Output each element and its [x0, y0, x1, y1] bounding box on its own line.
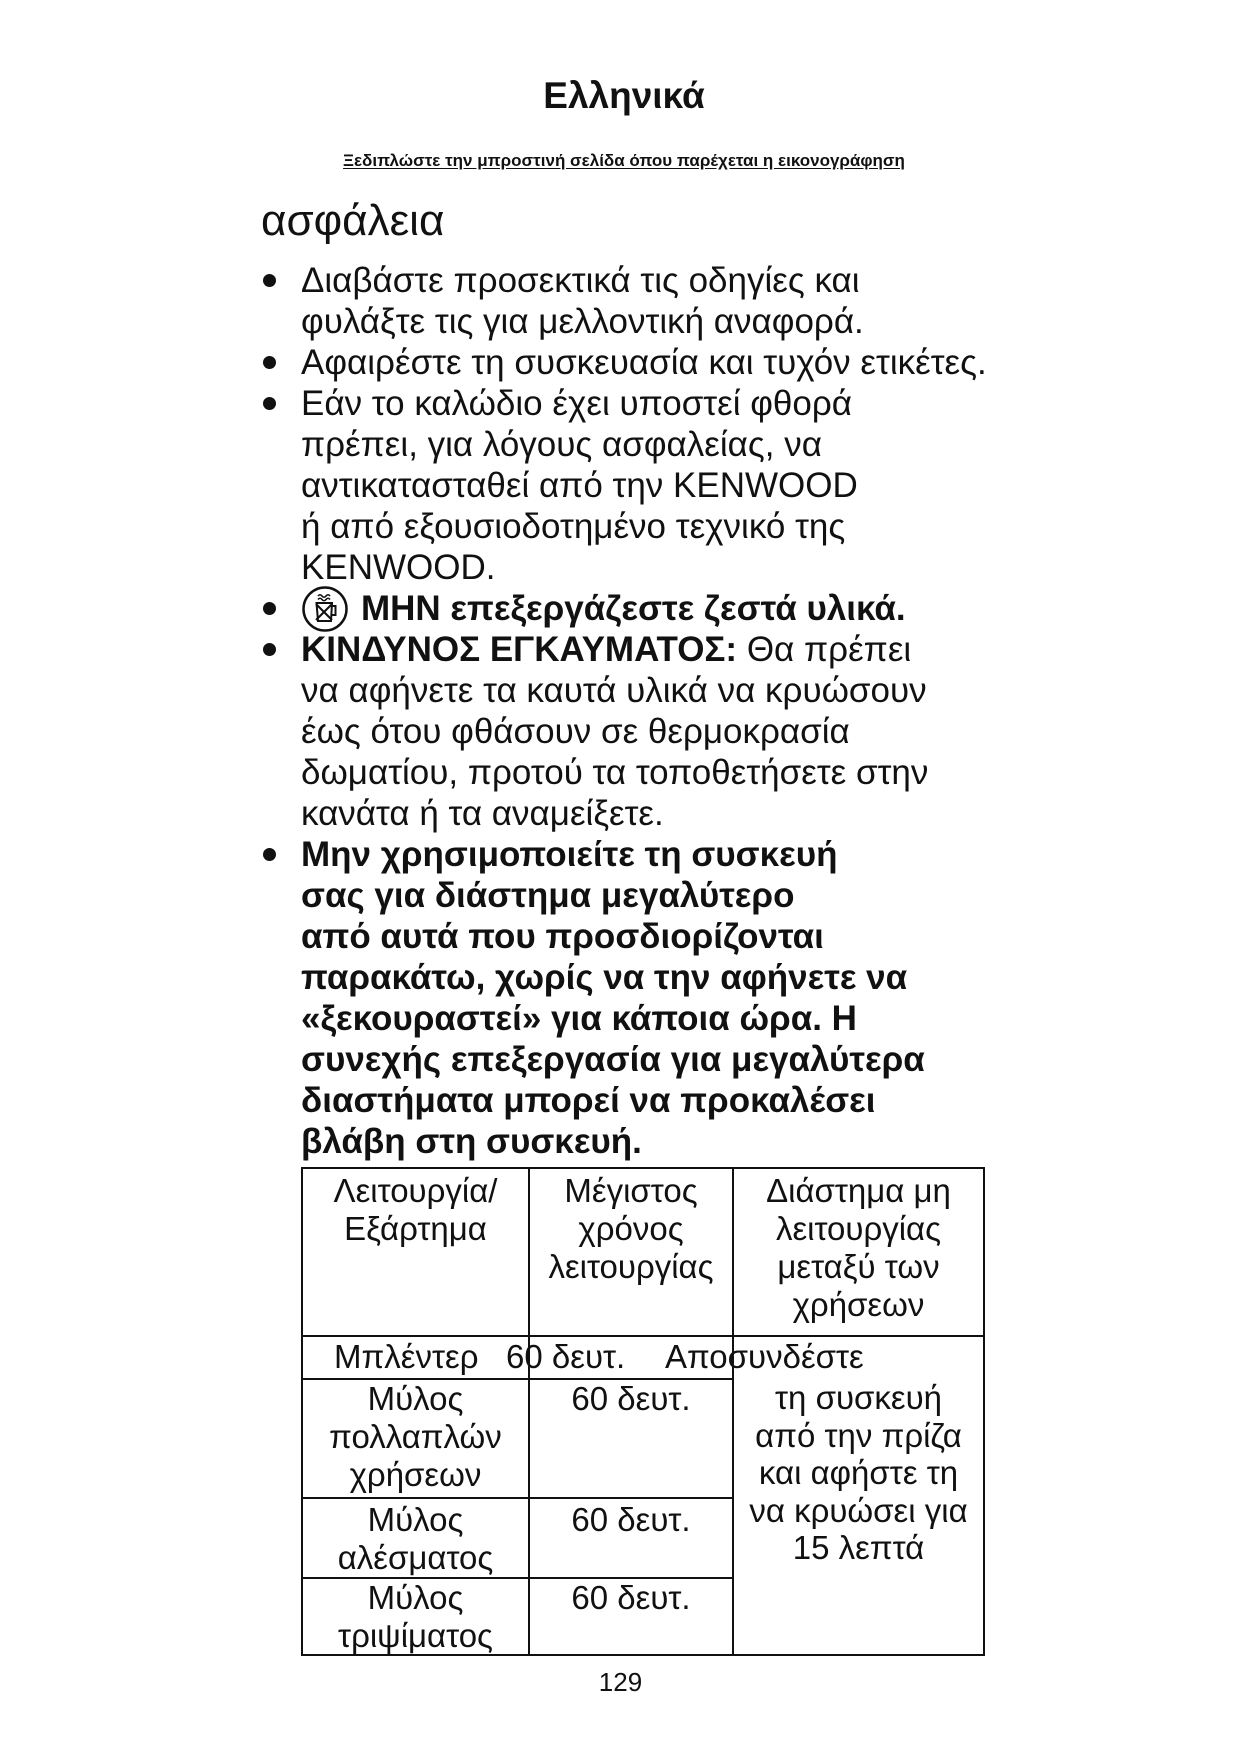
safety-item-text	[301, 342, 987, 383]
safety-list	[263, 260, 1163, 1162]
bullet-icon	[263, 274, 276, 287]
fold-out-instruction: Ξεδιπλώστε την μπροστινή σελίδα όπου παρέχεται η εικονογράφηση	[343, 151, 905, 170]
bullet	[263, 260, 301, 301]
table-cell-item: Μπλέντερ	[334, 1338, 479, 1375]
bullet	[263, 342, 301, 383]
table-cell-max-time: 60 δευτ.	[571, 1380, 691, 1417]
safety-text: Εάν το καλώδιο έχει υποστεί φθορά πρέπει, για λόγους ασφαλείας, να αντικατασταθεί από την KENWOOD ή από εξουσιοδοτημένο τεχνικό της KENWOOD.	[301, 384, 858, 587]
bullet-icon	[263, 602, 276, 615]
bullet	[263, 834, 301, 875]
section-heading-safety: ασφάλεια	[261, 196, 445, 245]
bullet-icon	[263, 643, 276, 656]
table-cell-item: Μύλος αλέσματος	[337, 1501, 494, 1576]
bullet-icon	[263, 848, 276, 861]
table-rule	[303, 1335, 983, 1337]
safety-item	[263, 342, 1163, 383]
table-cell-rest-interval	[734, 1379, 983, 1567]
operating-times-table	[301, 1167, 985, 1656]
table-cell-item: Μύλος τριψίματος	[338, 1579, 493, 1654]
table-cell-max-time: 60 δευτ.	[506, 1338, 626, 1375]
language-title: Ελληνικά	[543, 75, 705, 116]
safety-text: Διαβάστε προσεκτικά τις οδηγίες και φυλάξτε τις για μελλοντική αναφορά.	[301, 261, 864, 341]
safety-item-text	[301, 383, 858, 588]
no-hot-ingredients-icon	[301, 585, 349, 633]
table-header-cell: Μέγιστος χρόνος λειτουργίας	[548, 1172, 714, 1285]
bullet-icon	[263, 356, 276, 369]
table-cell-rest-interval: Αποσυνδέστε	[665, 1338, 864, 1375]
rest-interval-line: από την πρίζα	[755, 1416, 962, 1454]
safety-item-text	[301, 834, 925, 1162]
table-cell-max-time: 60 δευτ.	[571, 1579, 691, 1616]
rest-interval-line: 15 λεπτά	[792, 1529, 925, 1566]
burn-hazard-label: ΚΙΝΔΥΝΟΣ ΕΓΚΑΥΜΑΤΟΣ:	[301, 630, 738, 669]
table-cell-item: Μύλος πολλαπλών χρήσεων	[329, 1380, 502, 1493]
bullet	[263, 383, 301, 424]
safety-item-text	[301, 588, 906, 629]
rest-interval-line: τη συσκευή	[775, 1379, 942, 1416]
safety-item	[263, 260, 1163, 342]
safety-item	[263, 588, 1163, 629]
bullet-icon	[263, 397, 276, 410]
safety-item-text	[301, 629, 928, 834]
safety-text: Αφαιρέστε τη συσκευασία και τυχόν ετικέτες.	[301, 343, 987, 382]
safety-item	[263, 629, 1163, 834]
rest-interval-line: και αφήστε τη	[758, 1454, 959, 1491]
table-header-cell: Διάστημα μη λειτουργίας μεταξύ των χρήσεων	[766, 1172, 951, 1323]
table-rule	[303, 1497, 732, 1499]
bullet	[263, 629, 301, 670]
table-header-cell: Λειτουργία/ Εξάρτημα	[333, 1172, 498, 1247]
safety-item	[263, 383, 1163, 588]
bullet	[263, 588, 301, 629]
safety-text-bold: Μην χρησιμοποιείτε τη συσκευή σας για διάστημα μεγαλύτερο από αυτά που προσδιορίζονται παρακάτω, χωρίς να την αφήνετε να «ξεκουραστεί» για κάποια ώρα. Η συνεχής επεξεργασία για μεγαλύτερα διαστήματα μπορεί να προκαλέσει βλάβη στη συσκευή.	[301, 835, 925, 1161]
safety-text-bold: ΜΗΝ επεξεργάζεστε ζεστά υλικά.	[361, 589, 906, 628]
safety-item	[263, 834, 1163, 1162]
safety-text: Θα πρέπει να αφήνετε τα καυτά υλικά να κρυώσουν έως ότου φθάσουν σε θερμοκρασία δωματίου, προτού τα τοποθετήσετε στην κανάτα ή τα αναμείξετε.	[301, 630, 929, 833]
page-number: 129	[598, 1667, 643, 1697]
safety-item-text	[301, 260, 864, 342]
table-cell-max-time: 60 δευτ.	[571, 1501, 691, 1538]
rest-interval-line: να κρυώσει για	[749, 1491, 968, 1529]
